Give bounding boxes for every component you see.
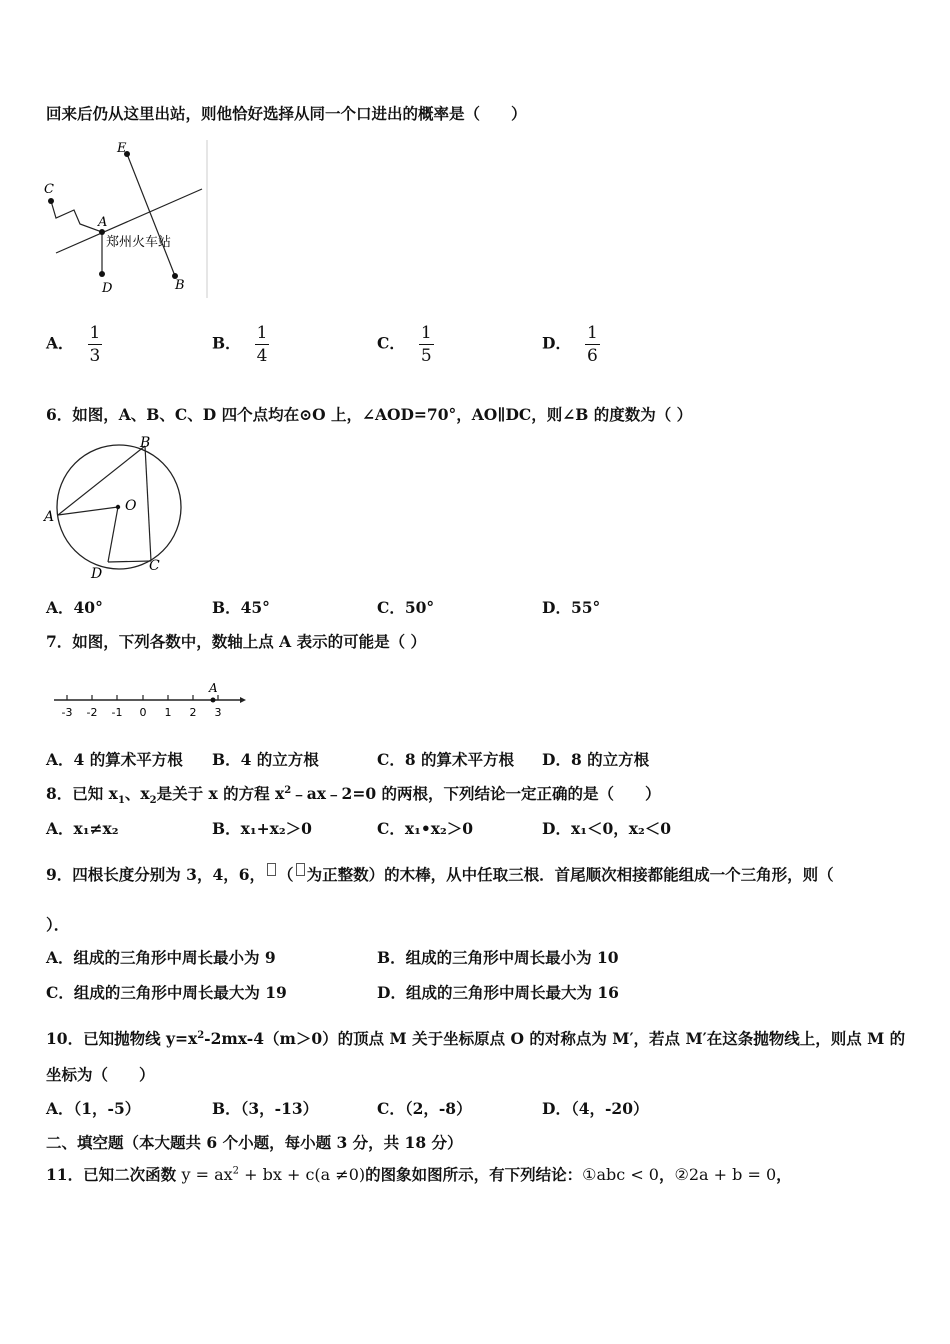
tick-label: 3 bbox=[214, 706, 222, 719]
q10-stem: 10．已知抛物线 $y=x^2-2mx-4(m>0)$的顶点 M 关于坐标原点 O 的对称点为 M′，若点 M′在这条抛物线上，则点 M 的 bbox=[46, 1029, 906, 1048]
tick-label: 0 bbox=[139, 706, 147, 719]
q7-option-d: D．8 的立方根 bbox=[542, 750, 650, 769]
point-c bbox=[48, 198, 54, 204]
q10-option-b: B．（3，-13） bbox=[212, 1099, 319, 1118]
q5-stem: 回来后仍从这里出站，则他恰好选择从同一个口进出的概率是（ ） bbox=[46, 104, 527, 123]
station-label: 郑州火车站 bbox=[106, 235, 172, 250]
q7-number-line bbox=[50, 680, 260, 722]
missing-symbol-icon bbox=[267, 863, 276, 876]
label-c: C bbox=[149, 558, 160, 574]
label-c: C bbox=[44, 182, 54, 197]
q10-option-a: A．（1，-5） bbox=[46, 1099, 141, 1118]
q6-stem: 6．如图，A、B、C、D 四个点均在⊙O 上，∠AOD=70°，AO∥DC，则∠B 的度数为（ ） bbox=[46, 405, 693, 424]
label-a: A bbox=[44, 509, 55, 525]
q10-option-c: C．（2，-8） bbox=[377, 1099, 472, 1118]
label-b: B bbox=[175, 278, 185, 293]
q5-option-b: B． $\frac{1}{4}$ bbox=[212, 323, 268, 366]
q6-option-b: B．45° bbox=[212, 598, 270, 617]
q5-option-c: C． $\frac{1}{5}$ bbox=[377, 323, 432, 366]
q6-figure bbox=[40, 435, 200, 585]
tick-label: 1 bbox=[164, 706, 172, 719]
q9-option-b: B．组成的三角形中周长最小为 10 bbox=[377, 948, 619, 967]
q6-option-d: D．55° bbox=[542, 598, 601, 617]
tick-label: -3 bbox=[61, 706, 73, 719]
tick-label: -2 bbox=[86, 706, 98, 719]
label-b: B bbox=[140, 435, 151, 451]
label-e: E bbox=[117, 141, 127, 156]
q8-option-d: D．x₁＜0，x₂＜0 bbox=[542, 819, 672, 838]
q7-stem: 7．如图，下列各数中，数轴上点 A 表示的可能是（ ） bbox=[46, 632, 427, 651]
q5-option-a: A． $\frac{1}{3}$ bbox=[46, 323, 101, 366]
q7-option-a: A．4 的算术平方根 bbox=[46, 750, 183, 769]
q8-option-c: C．x₁•x₂＞0 bbox=[377, 819, 474, 838]
q9-option-d: D．组成的三角形中周长最大为 16 bbox=[377, 983, 619, 1002]
q7-option-b: B．4 的立方根 bbox=[212, 750, 319, 769]
tick-label: -1 bbox=[111, 706, 123, 719]
q11-conclusion-2: ②2a + b = 0 bbox=[674, 1165, 777, 1184]
q11-conclusion-1: ①abc < 0 bbox=[582, 1165, 659, 1184]
q9-stem-end: ）． bbox=[46, 915, 70, 934]
missing-symbol-icon bbox=[296, 863, 305, 876]
q6-option-a: A．40° bbox=[46, 598, 103, 617]
q5-figure bbox=[44, 140, 210, 300]
q9-option-c: C．组成的三角形中周长最大为 19 bbox=[46, 983, 287, 1002]
q9-option-a: A．组成的三角形中周长最小为 9 bbox=[46, 948, 276, 967]
q11-stem: 11．已知二次函数 $y = ax^2$ + bx + c(a ≠0)的图象如图所示，有下列结论：①abc < 0，②2a + b = 0， bbox=[46, 1165, 792, 1184]
label-d: D bbox=[91, 566, 103, 582]
q9-stem: 9．四根长度分别为 3，4，6， （ 为正整数）的木棒，从中任取三根．首尾顺次相接都能组成一个三角形，则（ bbox=[46, 865, 834, 884]
section-heading: 二、填空题（本大题共 6 个小题，每小题 3 分，共 18 分） bbox=[46, 1133, 463, 1152]
q8-option-a: A．x₁≠x₂ bbox=[46, 819, 119, 838]
label-d: D bbox=[102, 281, 113, 296]
q7-option-c: C．8 的算术平方根 bbox=[377, 750, 515, 769]
label-o: O bbox=[125, 498, 137, 514]
q10-stem-end: 坐标为（ ） bbox=[46, 1065, 155, 1084]
label-a: A bbox=[98, 215, 108, 230]
q8-stem: 8．已知 $x_1$、$x_2$是关于 x 的方程 $x^2﹣ax﹣2=0$ 的两根，下列结论一定正确的是（ ） bbox=[46, 784, 661, 807]
q11-formula: $y = ax^2$ + bx + c(a ≠0) bbox=[181, 1165, 366, 1184]
q8-option-b: B．x₁+x₂＞0 bbox=[212, 819, 312, 838]
point-a-label: A bbox=[209, 681, 218, 695]
q10-option-d: D．（4，-20） bbox=[542, 1099, 649, 1118]
point-d bbox=[99, 271, 105, 277]
q5-option-d: D． $\frac{1}{6}$ bbox=[542, 323, 598, 366]
q6-option-c: C．50° bbox=[377, 598, 435, 617]
tick-label: 2 bbox=[189, 706, 197, 719]
